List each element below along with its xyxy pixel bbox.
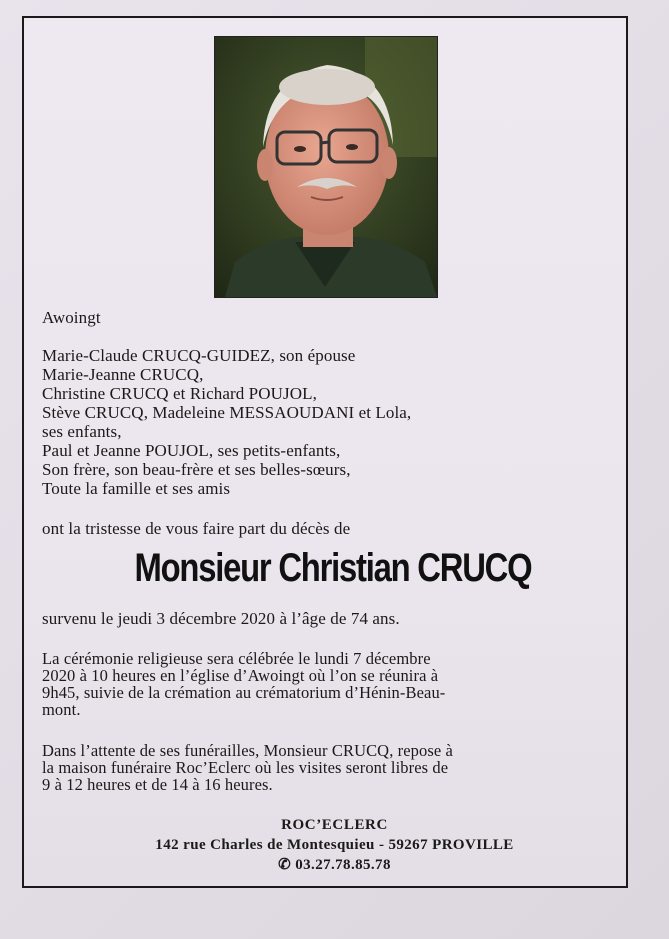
ceremony-line: 2020 à 10 heures en l’église d’Awoingt où l’on se réunira à [42, 666, 439, 685]
announcement: ont la tristesse de vous faire part du décès de [42, 519, 351, 538]
ceremony-line: mont. [42, 700, 81, 719]
rest-line: Dans l’attente de ses funérailles, Monsieur CRUCQ, repose à [42, 741, 453, 760]
family-line: Son frère, son beau-frère et ses belles-sœurs, [42, 460, 351, 479]
funeral-home-footer [0, 815, 669, 875]
portrait-photo [214, 36, 438, 298]
family-line: ses enfants, [42, 422, 122, 441]
family-line: Toute la famille et ses amis [42, 479, 231, 498]
funeral-home-phone: ✆ 03.27.78.85.78 [278, 857, 391, 873]
ceremony-line: La cérémonie religieuse sera célébrée le lundi 7 décembre [42, 649, 431, 668]
death-info: survenu le jeudi 3 décembre 2020 à l’âge de 74 ans. [42, 609, 400, 628]
rest-line: 9 à 12 heures et de 14 à 16 heures. [42, 775, 273, 794]
ceremony-paragraph [42, 650, 622, 718]
family-line: Marie-Claude CRUCQ-GUIDEZ, son épouse [42, 346, 356, 365]
funeral-home-address: 142 rue Charles de Montesquieu - 59267 PROVILLE [155, 837, 514, 853]
portrait-image [215, 37, 437, 297]
family-line: Christine CRUCQ et Richard POUJOL, [42, 384, 317, 403]
rest-line: la maison funéraire Roc’Eclerc où les visites seront libres de [42, 758, 449, 777]
location: Awoingt [42, 308, 101, 327]
deceased-name: Monsieur Christian CRUCQ [134, 546, 532, 590]
ceremony-line: 9h45, suivie de la crémation au crématorium d’Hénin-Beau- [42, 683, 446, 702]
funeral-home-name: ROC’ECLERC [281, 817, 388, 833]
family-line: Stève CRUCQ, Madeleine MESSAOUDANI et Lola, [42, 403, 412, 422]
family-line: Paul et Jeanne POUJOL, ses petits-enfants, [42, 441, 341, 460]
rest-paragraph [42, 742, 622, 793]
family-line: Marie-Jeanne CRUCQ, [42, 365, 204, 384]
family-list [42, 346, 622, 498]
